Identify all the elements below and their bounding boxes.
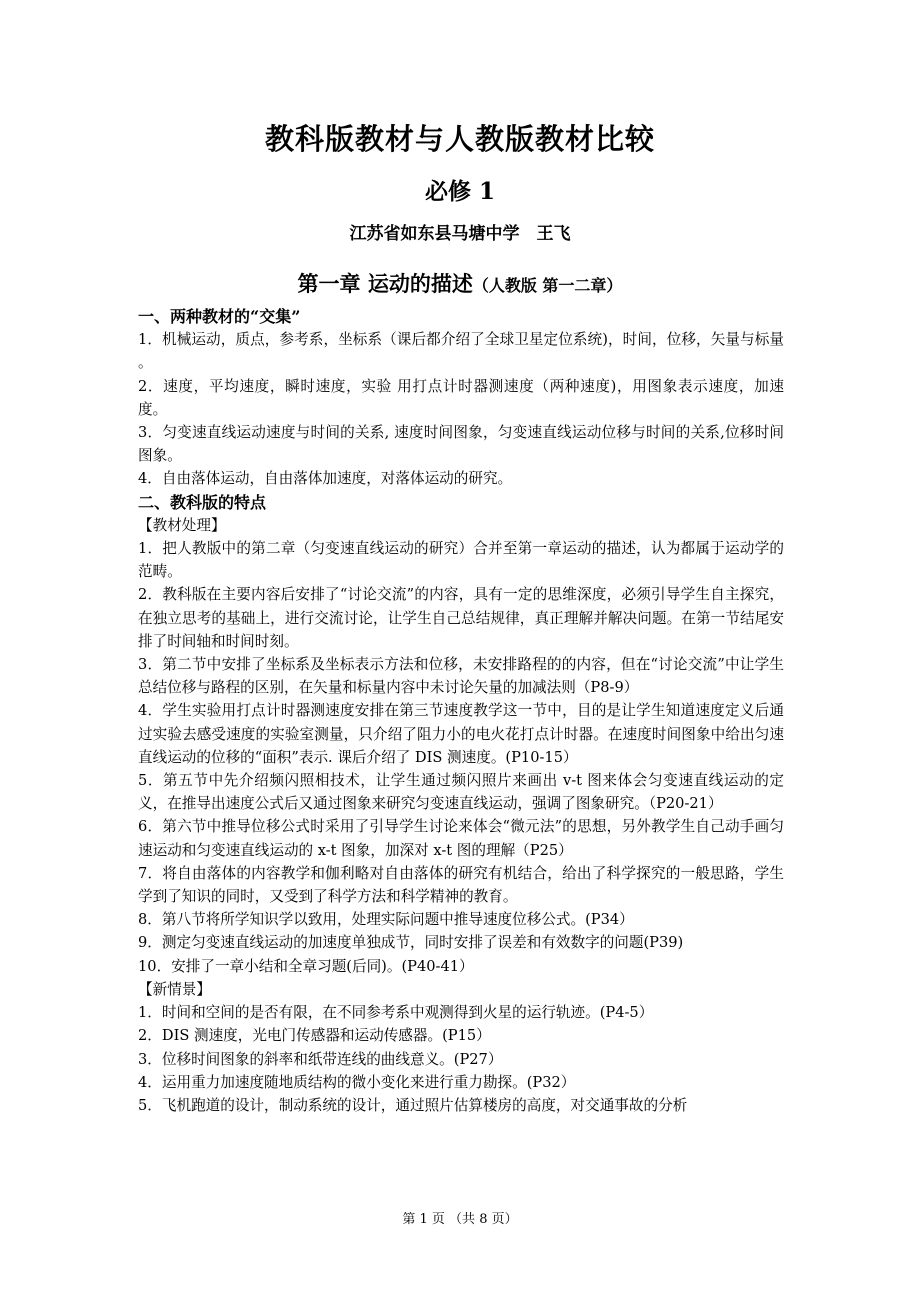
list-item: 3．位移时间图象的斜率和纸带连线的曲线意义。(P27）	[138, 1050, 503, 1068]
list-item: 4．学生实验用打点计时器测速度安排在第三节速度教学这一节中，目的是让学生知道速度定义后通过实验去感受速度的实验室测量，只介绍了阻力小的电火花打点计时器。在速度时间图象中给出匀速直线运动的位移的“面积”表示. 课后介绍了 DIS 测速度。(P10-15）	[138, 702, 784, 766]
list-item: 7．将自由落体的内容教学和伽利略对自由落体的研究有机结合，给出了科学探究的一般思路，学生学到了知识的同时，又受到了科学方法和科学精神的教育。	[138, 864, 784, 906]
group-label: 【新情景】	[138, 980, 211, 998]
list-item: 2．速度，平均速度，瞬时速度，实验 用打点计时器测速度（两种速度)，用图象表示速度，加速度。	[138, 377, 784, 418]
chapter-subtitle: （人教版 第一二章）	[472, 276, 623, 295]
list-item: 1．把人教版中的第二章（匀变速直线运动的研究）合并至第一章运动的描述，认为都属于运动学的范畴。	[138, 540, 784, 581]
list-item: 3．匀变速直线运动速度与时间的关系, 速度时间图象，匀变速直线运动位移与时间的关系,位移时间图象。	[138, 424, 784, 465]
list-item: 2．DIS 测速度，光电门传感器和运动传感器。(P15）	[138, 1027, 491, 1045]
chapter-heading	[0, 268, 920, 298]
list-item: 5．第五节中先介绍频闪照相技术，让学生通过频闪照片来画出 v-t 图来体会匀变速直线运动的定义，在推导出速度公式后又通过图象来研究匀变速直线运动，强调了图象研究。（P20-21）	[138, 772, 784, 813]
document-title: 教科版教材与人教版教材比较	[264, 122, 655, 156]
page-footer: 第 1 页 （共 8 页）	[402, 1212, 518, 1227]
section-heading: 二、教科版的特点	[138, 492, 267, 512]
section-heading: 一、两种教材的“交集”	[138, 307, 301, 326]
document-subtitle: 必修 1	[424, 178, 495, 205]
document-body	[138, 305, 784, 1117]
list-item: 4．运用重力加速度随地质结构的微小变化来进行重力勘探。(P32）	[138, 1073, 576, 1091]
list-item: 6．第六节中推导位移公式时采用了引导学生讨论来体会“微元法”的思想，另外教学生自己动手画匀速运动和匀变速直线运动的 x-t 图象，加深对 x-t 图的理解（P25）	[138, 818, 784, 859]
list-item: 5．飞机跑道的设计，制动系统的设计，通过照片估算楼房的高度，对交通事故的分析	[138, 1096, 688, 1114]
list-item: 2．教科版在主要内容后安排了“讨论交流”的内容，具有一定的思维深度，必须引导学生自主探究，在独立思考的基础上，进行交流讨论，让学生自己总结规律，真正理解并解决问题。在第一节结尾安排了时间轴和时间时刻。	[138, 586, 784, 650]
chapter-title: 第一章 运动的描述	[297, 271, 473, 296]
list-item: 1．时间和空间的是否有限，在不同参考系中观测得到火星的运行轨迹。(P4-5）	[138, 1004, 654, 1022]
list-item: 4．自由落体运动，自由落体加速度，对落体运动的研究。	[138, 470, 513, 488]
list-item: 10．安排了一章小结和全章习题(后同)。(P40-41）	[138, 957, 474, 975]
list-item: 8．第八节将所学知识学以致用，处理实际问题中推导速度位移公式。(P34）	[138, 911, 634, 929]
list-item: 9．测定匀变速直线运动的加速度单独成节，同时安排了误差和有效数字的问题(P39)	[138, 934, 684, 952]
group-label: 【教材处理】	[138, 516, 226, 534]
list-item: 1．机械运动，质点，参考系，坐标系（课后都介绍了全球卫星定位系统)，时间，位移，矢量与标量 。	[138, 331, 784, 372]
list-item: 3．第二节中安排了坐标系及坐标表示方法和位移，未安排路程的的内容，但在“讨论交流”中让学生总结位移与路程的区别，在矢量和标量内容中未讨论矢量的加减法则（P8-9）	[138, 656, 784, 697]
author-line: 江苏省如东县马塘中学 王飞	[349, 224, 571, 244]
